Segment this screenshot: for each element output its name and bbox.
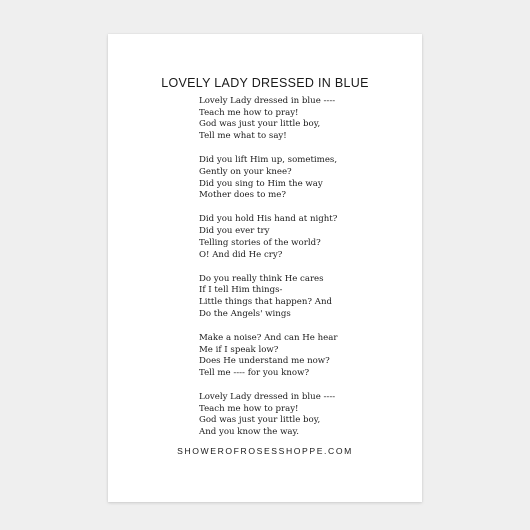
poem-line: Do the Angels' wings [199, 308, 291, 319]
poem-line: Did you sing to Him the way [199, 178, 323, 189]
poem-line: Teach me how to pray! [199, 403, 299, 414]
poem-body [199, 96, 409, 451]
poem-line: If I tell Him things- [199, 285, 283, 296]
poem-line: Does He understand me now? [199, 356, 330, 367]
stanza-4 [199, 274, 409, 321]
poem-line: Teach me how to pray! [199, 107, 299, 118]
poem-line: Little things that happen? And [199, 297, 333, 308]
stanza-5 [199, 333, 409, 380]
poem-line: Gently on your knee? [199, 166, 292, 177]
poem-line: Me if I speak low? [199, 344, 279, 355]
stanza-2 [199, 155, 409, 202]
poem-line: Did you hold His hand at night? [199, 214, 338, 225]
poem-line: Telling stories of the world? [199, 237, 321, 248]
stanza-6 [199, 392, 409, 439]
poem-line: Lovely Lady dressed in blue ---- [199, 96, 336, 106]
poem-line: And you know the way. [199, 427, 300, 438]
poem-line: O! And did He cry? [199, 249, 283, 260]
poem-line: Make a noise? And can He hear [199, 332, 338, 343]
poem-line: Mother does to me? [199, 190, 286, 201]
stanza-3 [199, 214, 409, 261]
poem-line: God was just your little boy, [199, 415, 321, 426]
poem-line: Did you ever try [199, 226, 270, 237]
stanza-1 [199, 96, 409, 143]
poem-line: God was just your little boy, [199, 119, 321, 130]
poem-line: Lovely Lady dressed in blue ---- [199, 392, 336, 403]
poem-line: Tell me what to say! [199, 131, 287, 142]
poem-title: LOVELY LADY DRESSED IN BLUE [161, 76, 369, 90]
prayer-card [108, 34, 422, 502]
poem-line: Tell me ---- for you know? [199, 367, 310, 378]
poem-line: Did you lift Him up, sometimes, [199, 155, 338, 166]
shop-url: SHOWEROFROSESSHOPPE.COM [177, 446, 353, 456]
poem-line: Do you really think He cares [199, 273, 324, 284]
